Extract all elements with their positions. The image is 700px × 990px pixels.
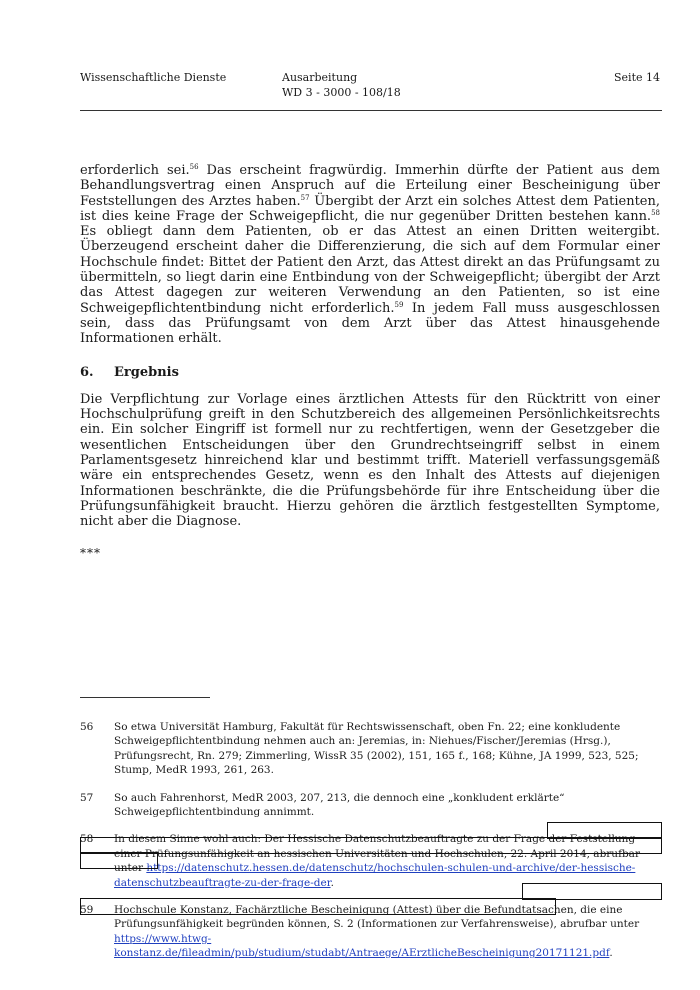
footnote-number: 59: [80, 904, 94, 917]
footnote-59: 59 Hochschule Konstanz, Fachärztliche Bescheinigung (Attest) über die Befundtatsachen, die eine Prüfungsunfähigkeit begründen können, S. 2 (Informationen zur Verfahrensweise), abrufbar unter https://www.htwg-konstanz.de/fileadmin/pub/studium/studabt/Antraege/AErztlicheBescheinigung20171121.pdf.: [80, 904, 640, 960]
header-document-info: [282, 70, 401, 100]
footnote-text: Hochschule Konstanz, Fachärztliche Bescheinigung (Attest) über die Befundtatsachen, die eine Prüfungsunfähigkeit begründen können, S. 2 (Informationen zur Verfahrensweise), abrufbar unter: [114, 904, 640, 931]
page-header: [80, 70, 660, 110]
section-title: Ergebnis: [114, 364, 179, 380]
footnote-text: So auch Fahrenhorst, MedR 2003, 207, 213, die dennoch eine „konkludent erklärte“ Schweigepflichtentbindung annimmt.: [114, 791, 565, 819]
footnote-56: [80, 720, 660, 778]
footnote-58: 58 In diesem Sinne wohl auch: Der Hessische Datenschutzbeauftragte zu der Frage der Feststellung einer Prüfungsunfähigkeit an hessischen Universitäten und Hochschulen, 22. April 2014, abrufbar unter https://datenschutz.hessen.de/datenschutz/hochschulen-schulen-und-archive/der-hessische-datenschutzbeauftragte-zu-der-frage-der.: [80, 833, 640, 889]
header-doc-id: WD 3 - 3000 - 108/18: [282, 86, 401, 99]
paragraph-result: Die Verpflichtung zur Vorlage eines ärztlichen Attests für den Rücktritt von einer Hochschulprüfung greift in den Schutzbereich des allgemeinen Persönlichkeitsrechts ein. Ein solcher Eingriff ist formell nur zu rechtfertigen, wenn der Gesetzgeber die wesentlichen Entscheidungen über den Grundrechtseingriff selbst in einem Parlamentsgesetz hinreichend klar und bestimmt trifft. Materiell verfassungsgemäß wäre ein entsprechendes Gesetz, wenn es den Inhalt des Attests auf diejenigen Informationen beschränkte, die die Prüfungsbehörde für ihre Entscheidung über die Prüfungsunfähigkeit braucht. Hierzu gehören die ärztlich festgestellten Symptome, nicht aber die Diagnose.: [80, 391, 660, 530]
footnote-ref-58[interactable]: 58: [651, 208, 660, 217]
section-separator: ***: [80, 545, 101, 560]
section-heading: [80, 365, 660, 380]
link-annotation-box: [80, 837, 662, 854]
footnote-ref-57[interactable]: 57: [300, 193, 310, 202]
paragraph-attest: erforderlich sei.$^{56}$ Das erscheint fragwürdig. Immerhin dürfte der Patient aus dem Behandlungsvertrag einen Anspruch auf die Erteilung einer Bescheinigung über Feststellungen des Arztes haben.$^{57}$ Übergibt der Arzt ein solches Attest dem Patienten, ist dies keine Frage der Schweigepflicht, die nur gegenüber Dritten bestehen kann.$^{58}$ Es obliegt dann dem Patienten, ob er das Attest an einen Dritten weitergibt. Überzeugend erscheint daher die Differenzierung, die sich auf dem Formular einer Hochschule findet: Bittet der Patient den Arzt, das Attest direkt an das Prüfungsamt zu übermitteln, so liegt darin eine Entbindung von der Schweigepflicht; übergibt der Arzt das Attest dagegen zur weiteren Verwendung an den Patienten, so ist eine Schweigepflichtentbindung nicht erforderlich.$^{59}$ In jedem Fall muss ausgeschlossen sein, dass das Prüfungsamt von dem Arzt über das Attest hinausgehende Informationen erhält.: [80, 163, 661, 347]
link-annotation-box: [80, 852, 158, 869]
footnote-57: [80, 791, 660, 820]
link-annotation-box: [80, 898, 556, 915]
header-rule: [80, 110, 662, 111]
header-organization: Wissenschaftliche Dienste: [80, 71, 227, 84]
footnote-rule: [80, 697, 210, 698]
section-number: 6.: [80, 364, 94, 380]
header-page-number: Seite 14: [614, 71, 660, 84]
footnote-link-htwg[interactable]: https://www.htwg-konstanz.de/fileadmin/pub/studium/studabt/Antraege/AErztlicheBescheinigung20171121.pdf: [114, 932, 610, 960]
footnote-ref-59[interactable]: 59: [394, 300, 404, 309]
footnote-link-hessen[interactable]: https://datenschutz.hessen.de/datenschutz/hochschulen-schulen-und-archive/der-hessische-datenschutzbeauftragte-zu-der-frage-der: [114, 862, 636, 889]
footnote-ref-56[interactable]: 56: [189, 163, 199, 171]
footnote-number: 56: [80, 721, 94, 733]
header-doc-type: Ausarbeitung: [282, 71, 358, 84]
main-content: [80, 163, 660, 561]
footnote-text: So etwa Universität Hamburg, Fakultät für Rechtswissenschaft, oben Fn. 22; eine konkludente Schweigepflichtentbindung nehmen auch an: Jeremias, in: Niehues/Fischer/Jeremias (Hrsg.), Prüfungsrecht, Rn. 279; Zimmerling, WissR 35 (2002), 151, 165 f., 168; Kühne, JA 1999, 523, 525; Stump, MedR 1993, 261, 263.: [114, 721, 639, 777]
footnote-number: 57: [80, 791, 94, 804]
footnote-text: In diesem Sinne wohl auch: Der Hessische Datenschutzbeauftragte zu der Frage der Feststellung einer Prüfungsunfähigkeit an hessischen Universitäten und Hochschulen, 22. April 2014, abrufbar unter: [114, 833, 640, 875]
footnote-number: 58: [80, 833, 94, 846]
